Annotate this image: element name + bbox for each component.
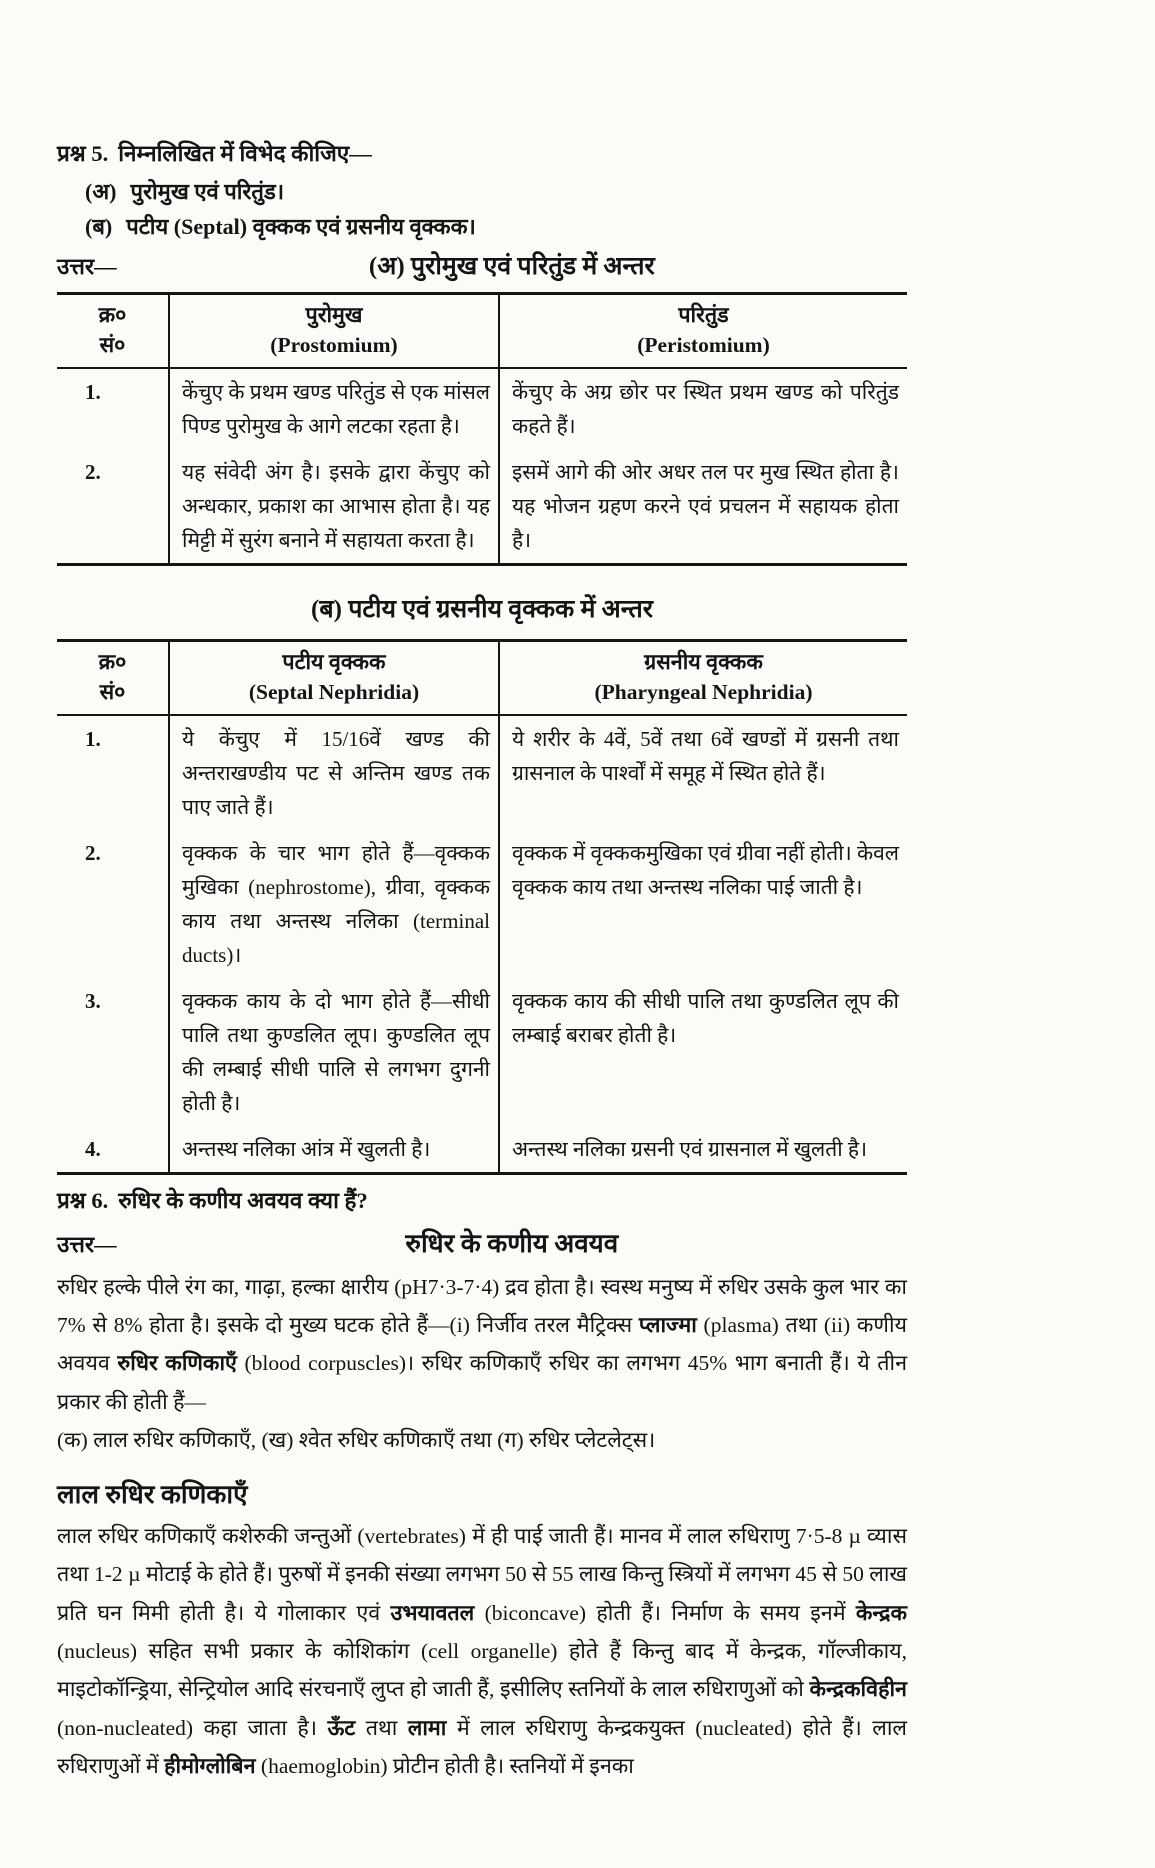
left-column-cell: ये केंचुए में 15/16वें खण्ड की अन्तराखण्डीय पट से अन्तिम खण्ड तक पाए जाते हैं। <box>169 715 499 830</box>
question-5-item-a <box>85 175 907 208</box>
body-text: (haemoglobin) प्रोटीन होती है। स्तनियों में इनका <box>255 1753 634 1778</box>
column-header <box>499 293 907 368</box>
left-column-cell: केंचुए के प्रथम खण्ड परितुंड से एक मांसल पिण्ड पुरोमुख के आगे लटका रहता है। <box>169 368 499 449</box>
table-row <box>57 368 907 449</box>
item-b-text: पटीय (Septal) वृक्कक एवं ग्रसनीय वृक्कक। <box>126 213 476 239</box>
row-number: 2. <box>85 841 101 866</box>
table-row <box>57 449 907 565</box>
body-text: (nucleus) सहित सभी प्रकार के कोशिकांग (cell organelle) होते हैं किन्तु बाद में केन्द्रक, गॉल्जीकाय, माइटोकॉन्ड्रिया, सेन्ट्रियोल आदि संरचनाएँ लुप्त हो जाती हैं, इसीलिए स्तनियों के लाल रुधिराणुओं को <box>57 1639 907 1702</box>
column-header <box>57 293 169 368</box>
table-row <box>57 830 907 978</box>
row-number: 4. <box>85 1137 101 1162</box>
question-6-number: प्रश्न 6. <box>57 1188 109 1214</box>
left-column-cell: यह संवेदी अंग है। इसके द्वारा केंचुए को अन्धकार, प्रकाश का आभास होता है। यह मिट्टी में सुरंग बनाने में सहायता करता है। <box>169 449 499 565</box>
column-header-line: पुरोमुख <box>305 302 363 327</box>
table-row <box>57 715 907 830</box>
answer-label: उत्तर— <box>57 253 117 279</box>
answer-6-title: रुधिर के कणीय अवयव <box>405 1228 619 1258</box>
column-header-line: क्र० <box>98 649 127 674</box>
emphasized-term: प्लाज्मा <box>638 1313 697 1338</box>
emphasized-term: केन्द्रक <box>855 1600 907 1625</box>
body-text: (plasma) तथा (ii) कणीय अवयव <box>57 1313 907 1376</box>
body-text: (biconcave) होती हैं। निर्माण के समय इनमें <box>474 1600 856 1625</box>
right-column-cell: ये शरीर के 4वें, 5वें तथा 6वें खण्डों में ग्रसनी तथा ग्रासनाल के पार्श्वों में समूह में स्थित होते हैं। <box>499 715 907 830</box>
left-column-cell: वृक्कक काय के दो भाग होते हैं—सीधी पालि तथा कुण्डलित लूप। कुण्डलित लूप की लम्बाई सीधी पालि से लगभग दुगनी होती है। <box>169 978 499 1126</box>
answer-label: उत्तर— <box>57 1231 117 1257</box>
column-header-line: पटीय वृक्कक <box>282 649 386 674</box>
table-a-title: (अ) पुरोमुख एवं परितुंड में अन्तर <box>368 252 655 280</box>
row-number: 1. <box>85 379 101 404</box>
row-number: 3. <box>85 989 101 1014</box>
row-number: 2. <box>85 459 101 484</box>
body-text: तथा <box>355 1715 408 1740</box>
rbc-section-heading: लाल रुधिर कणिकाएँ <box>57 1480 248 1510</box>
answer-5-heading-row <box>57 249 907 284</box>
table-header-row <box>57 640 907 715</box>
emphasized-term: केन्द्रकविहीन <box>809 1677 907 1702</box>
item-a-marker: (अ) <box>85 178 117 204</box>
emphasized-term: लामा <box>407 1715 447 1740</box>
table-header-row <box>57 293 907 368</box>
left-column-cell: अन्तस्थ नलिका आंत्र में खुलती है। <box>169 1126 499 1174</box>
emphasized-term: रुधिर कणिकाएँ <box>117 1351 237 1376</box>
emphasized-term: उभयावतल <box>390 1600 475 1625</box>
blood-types-line: (क) लाल रुधिर कणिकाएँ, (ख) श्वेत रुधिर कणिकाएँ तथा (ग) रुधिर प्लेटलेट्स। <box>57 1427 656 1452</box>
question-6-text: रुधिर के कणीय अवयव क्या हैं? <box>118 1188 368 1214</box>
rbc-paragraph <box>57 1517 907 1785</box>
table-row <box>57 978 907 1126</box>
emphasized-term: ऊँट <box>327 1715 356 1740</box>
column-header-line: (Peristomium) <box>637 332 770 357</box>
blood-intro-paragraph <box>57 1268 907 1421</box>
column-header <box>169 293 499 368</box>
item-b-marker: (ब) <box>85 213 113 239</box>
body-text: में लाल रुधिराणु केन्द्रकयुक्त (nucleated) होते हैं। लाल रुधिराणुओं में <box>57 1715 908 1778</box>
column-header-line: सं० <box>99 332 126 357</box>
comparison-table-septal-pharyngeal <box>57 639 907 1175</box>
column-header <box>169 640 499 715</box>
column-header-line: (Pharyngeal Nephridia) <box>594 679 813 704</box>
page-content <box>57 138 907 1785</box>
right-column-cell: अन्तस्थ नलिका ग्रसनी एवं ग्रासनाल में खुलती है। <box>499 1126 907 1174</box>
left-column-cell: वृक्कक के चार भाग होते हैं—वृक्कक मुखिका (nephrostome), ग्रीवा, वृक्कक काय तथा अन्तस्थ नलिका (terminal ducts)। <box>169 830 499 978</box>
question-5-item-b <box>85 210 907 243</box>
row-number: 1. <box>85 727 101 752</box>
body-text: लाल रुधिर कणिकाएँ कशेरुकी जन्तुओं (vertebrates) में ही पाई जाती हैं। मानव में लाल रुधिराणु 7·5-8 µ व्यास तथा 1-2 µ मोटाई के होते हैं। पुरुषों में इनकी संख्या लगभग 50 से 55 लाख किन्तु स्त्रियों में लगभग 45 से 50 लाख प्रति घन मिमी होती है। ये गोलाकार एवं <box>57 1524 907 1625</box>
item-a-text: पुरोमुख एवं परितुंड। <box>130 178 285 204</box>
table-row <box>57 1126 907 1174</box>
column-header-line: सं० <box>99 679 126 704</box>
column-header-line: क्र० <box>98 302 127 327</box>
question-6-line <box>57 1185 907 1218</box>
body-text: रुधिर हल्के पीले रंग का, गाढ़ा, हल्का क्षारीय (pH7·3-7·4) द्रव होता है। स्वस्थ मनुष्य में रुधिर उसके कुल भार का 7% से 8% होता है। इसके दो मुख्य घटक होते हैं—(i) निर्जीव तरल मैट्रिक्स <box>57 1274 907 1338</box>
question-5-text: निम्नलिखित में विभेद कीजिए— <box>118 141 372 166</box>
body-text: (non-nucleated) कहा जाता है। <box>57 1715 328 1740</box>
column-header-line: (Prostomium) <box>270 332 398 357</box>
right-column-cell: वृक्कक में वृक्ककमुखिका एवं ग्रीवा नहीं होती। केवल वृक्कक काय तथा अन्तस्थ नलिका पाई जाती है। <box>499 830 907 978</box>
right-column-cell: केंचुए के अग्र छोर पर स्थित प्रथम खण्ड को परितुंड कहते हैं। <box>499 368 907 449</box>
answer-6-heading-row <box>57 1224 907 1260</box>
emphasized-term: हीमोग्लोबिन <box>164 1753 256 1778</box>
column-header-line: ग्रसनीय वृक्कक <box>644 649 763 674</box>
column-header <box>499 640 907 715</box>
body-text: (blood corpuscles)। रुधिर कणिकाएँ रुधिर का लगभग 45% भाग बनाती हैं। ये तीन प्रकार की होती हैं— <box>57 1351 907 1414</box>
comparison-table-prostomium-peristomium <box>57 292 907 566</box>
column-header-line: परितुंड <box>678 302 729 327</box>
right-column-cell: वृक्कक काय की सीधी पालि तथा कुण्डलित लूप की लम्बाई बराबर होती है। <box>499 978 907 1126</box>
table-b-title: (ब) पटीय एवं ग्रसनीय वृक्कक में अन्तर <box>311 595 653 623</box>
question-5-line <box>57 138 907 171</box>
question-5-number: प्रश्न 5. <box>57 141 109 166</box>
column-header <box>57 640 169 715</box>
column-header-line: (Septal Nephridia) <box>248 679 420 704</box>
right-column-cell: इसमें आगे की ओर अधर तल पर मुख स्थित होता है। यह भोजन ग्रहण करने एवं प्रचलन में सहायक होता है। <box>499 449 907 565</box>
